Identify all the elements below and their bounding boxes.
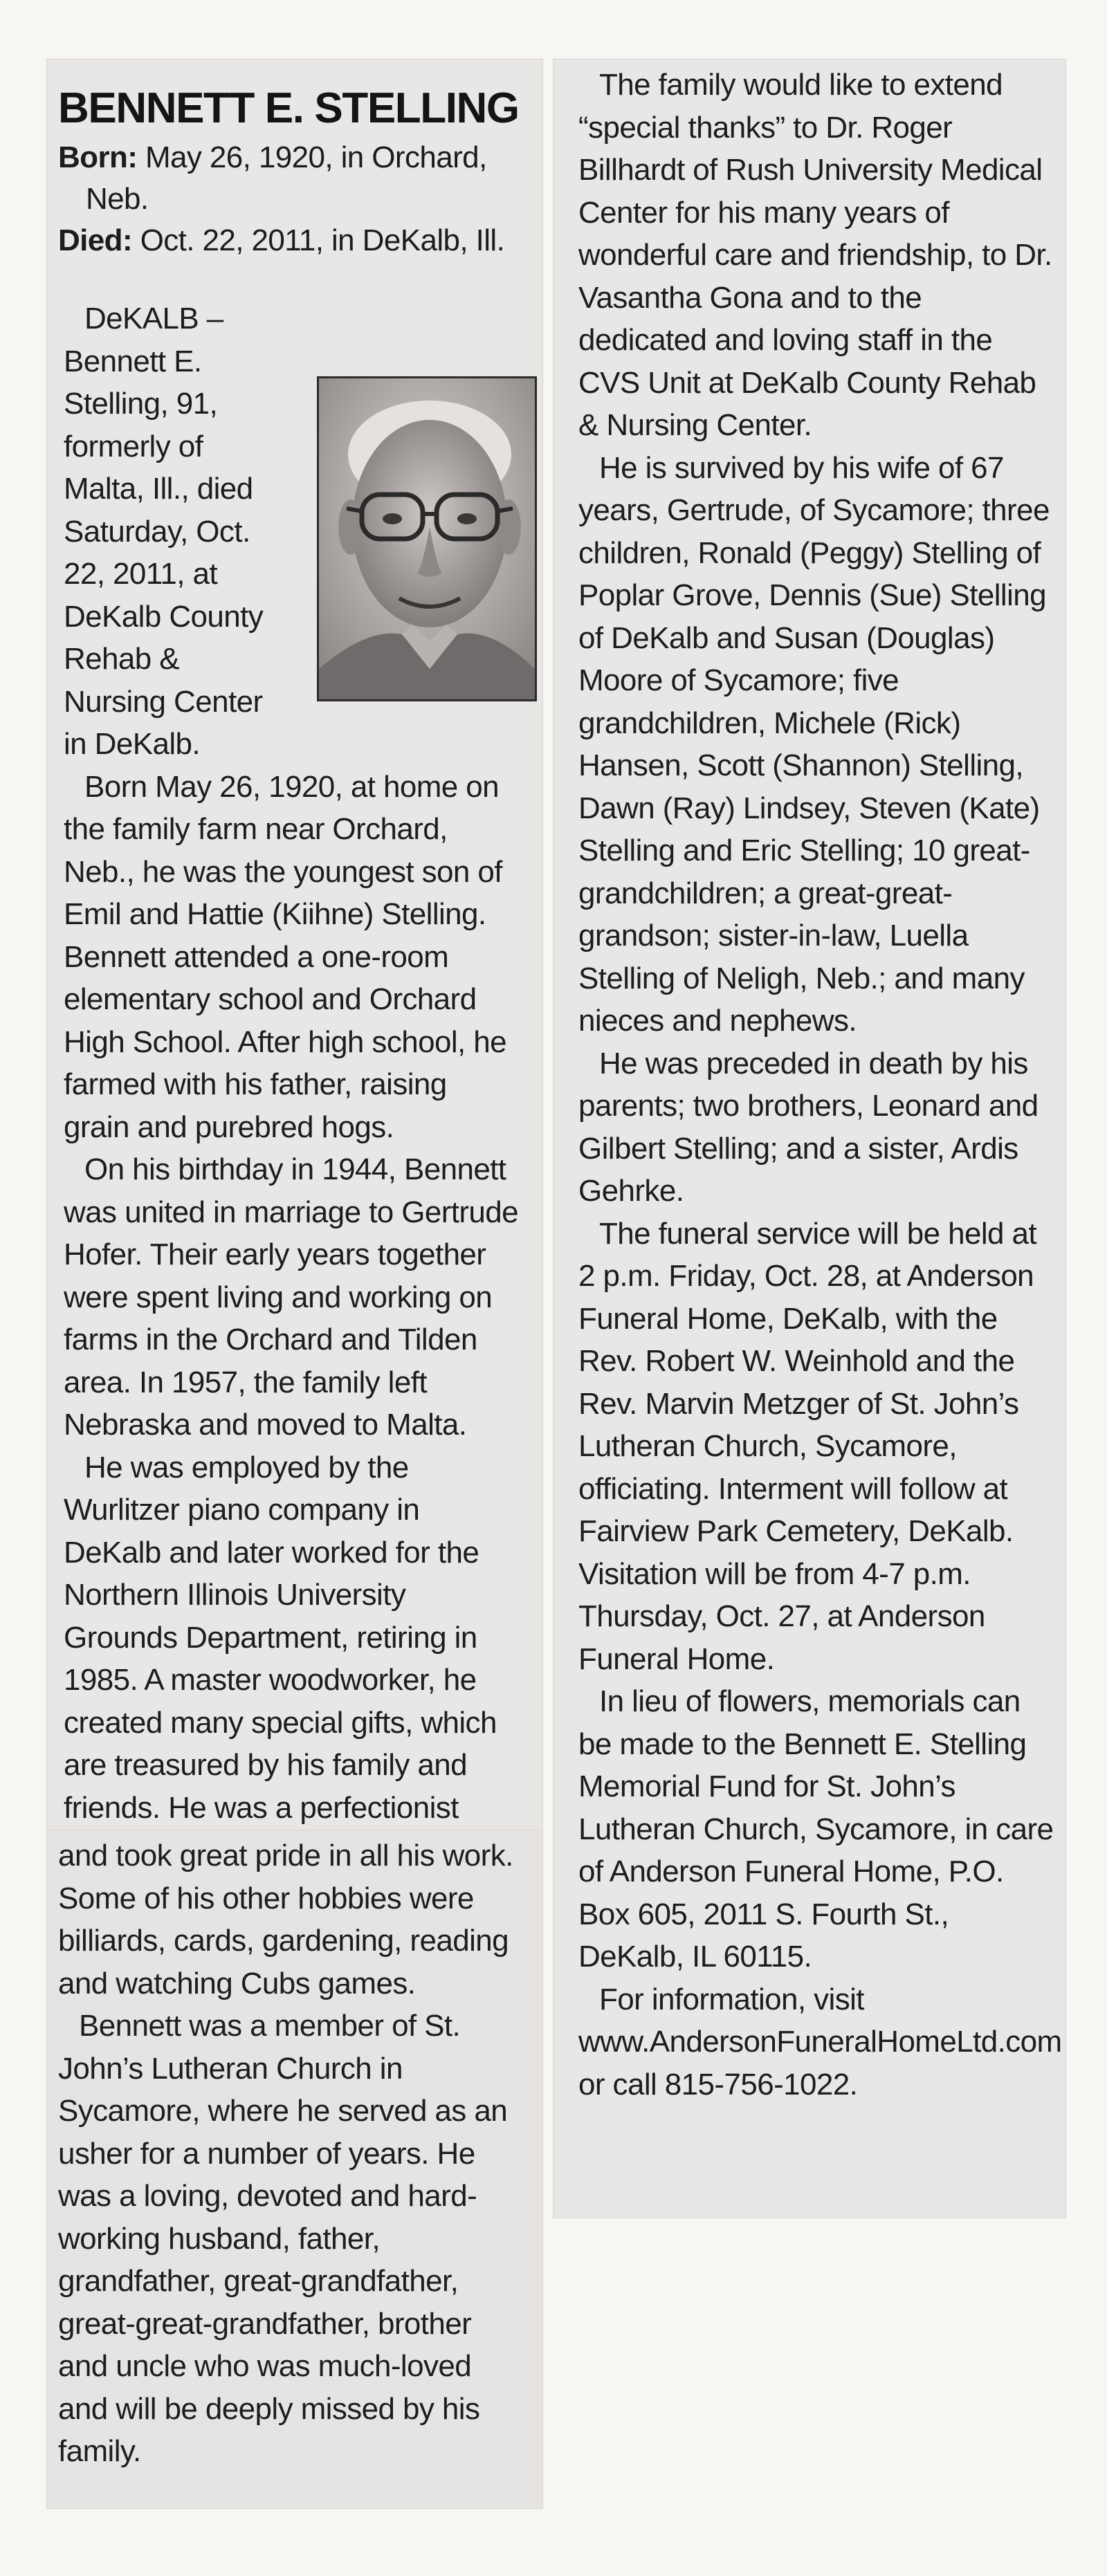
- paragraph-thanks: The family would like to extend “special thanks” to Dr. Roger Billhardt of Rush University Medical Center for his many years of wonderful care and friendship, to Dr. Vasantha Gona and to the dedicated and loving staff in the CVS Unit at DeKalb County Rehab & Nursing Center.: [578, 68, 1052, 442]
- paragraph-career: He was employed by the Wurlitzer piano company in DeKalb and later worked for the Northern Illinois University Grounds Department, retiring in 1985. A master woodworker, he created many special gifts, which are treasured by his family and friends. He was a perfectionist: [64, 1450, 497, 1825]
- paragraph-survivors: He is survived by his wife of 67 years, Gertrude, of Sycamore; three children, Ronald (Peggy) Stelling of Poplar Grove, Dennis (Sue) Stelling of DeKalb and Susan (Douglas) Moore of Sycamore; five grandchildren, Michele (Rick) Hansen, Scott (Shannon) Stelling, Dawn (Ray) Lindsey, Steven (Kate) Stelling and Eric Stelling; 10 great-grandchildren; a great-great-grandson; sister-in-law, Luella Stelling of Neligh, Neb.; and many nieces and nephews.: [578, 450, 1050, 1038]
- born-line: [58, 137, 529, 178]
- paragraph-funeral-service: The funeral service will be held at 2 p.m. Friday, Oct. 28, at Anderson Funeral Home, DeKalb, with the Rev. Robert W. Weinhold and the Rev. Marvin Metzger of St. John’s Lutheran Church, Sycamore, officiating. Interment will follow at Fairview Park Cemetery, DeKalb. Visitation will be from 4-7 p.m. Thursday, Oct. 27, at Anderson Funeral Home.: [578, 1216, 1036, 1676]
- paragraph-memorials: In lieu of flowers, memorials can be made to the Bennett E. Stelling Memorial Fund for St. John’s Lutheran Church, Sycamore, in care of Anderson Funeral Home, P.O. Box 605, 2011 S. Fourth St., DeKalb, IL 60115.: [578, 1684, 1054, 1974]
- born-label: Born:: [58, 140, 138, 174]
- paragraph-information: For information, visit www.AndersonFuneralHomeLtd.com or call 815-756-1022.: [578, 1982, 1062, 2101]
- paragraph-marriage: On his birthday in 1944, Bennett was united in marriage to Gertrude Hofer. Their early years together were spent living and working on farms in the Orchard and Tilden area. In 1957, the family left Nebraska and moved to Malta.: [64, 1152, 519, 1442]
- paragraph-preceded: He was preceded in death by his parents; two brothers, Leonard and Gilbert Stelling; and a sister, Ardis Gehrke.: [578, 1046, 1039, 1208]
- photo-wrap-spacer: [284, 376, 520, 701]
- died-value: Oct. 22, 2011, in DeKalb, Ill.: [140, 223, 505, 257]
- paragraph-death-notice: DeKALB – Bennett E. Stelling, 91, formerly of Malta, Ill., died Saturday, Oct. 22, 2011, at DeKalb County Rehab & Nursing Center in DeKalb.: [64, 302, 264, 761]
- died-line: [58, 220, 529, 261]
- left-column-text: [64, 297, 520, 1829]
- born-line-continued: [58, 178, 529, 220]
- right-column-text: [578, 64, 1062, 2106]
- obituary-name-heading: BENNETT E. STELLING: [58, 84, 519, 132]
- vital-records: [58, 137, 529, 261]
- paragraph-church-family: Bennett was a member of St. John’s Lutheran Church in Sycamore, where he served as an usher for a number of years. He was a loving, devoted and hard-working husband, father, grandfather, great-grandfather, great-great-grandfather, brother and uncle who was much-loved and will be deeply missed by his family.: [58, 2009, 508, 2468]
- died-label: Died:: [58, 223, 133, 257]
- born-value: May 26, 1920, in Orchard,: [145, 140, 487, 174]
- paragraph-early-life: Born May 26, 1920, at home on the family farm near Orchard, Neb., he was the youngest son of Emil and Hattie (Kiihne) Stelling. Bennett attended a one-room elementary school and Orchard High School. After high school, he farmed with his father, raising grain and purebred hogs.: [64, 769, 507, 1144]
- left-lower-column-text: [58, 1834, 529, 2473]
- born-value-continued: Neb.: [86, 182, 149, 216]
- paragraph-hobbies: and took great pride in all his work. Some of his other hobbies were billiards, cards, gardening, reading and watching Cubs games.: [58, 1839, 513, 2000]
